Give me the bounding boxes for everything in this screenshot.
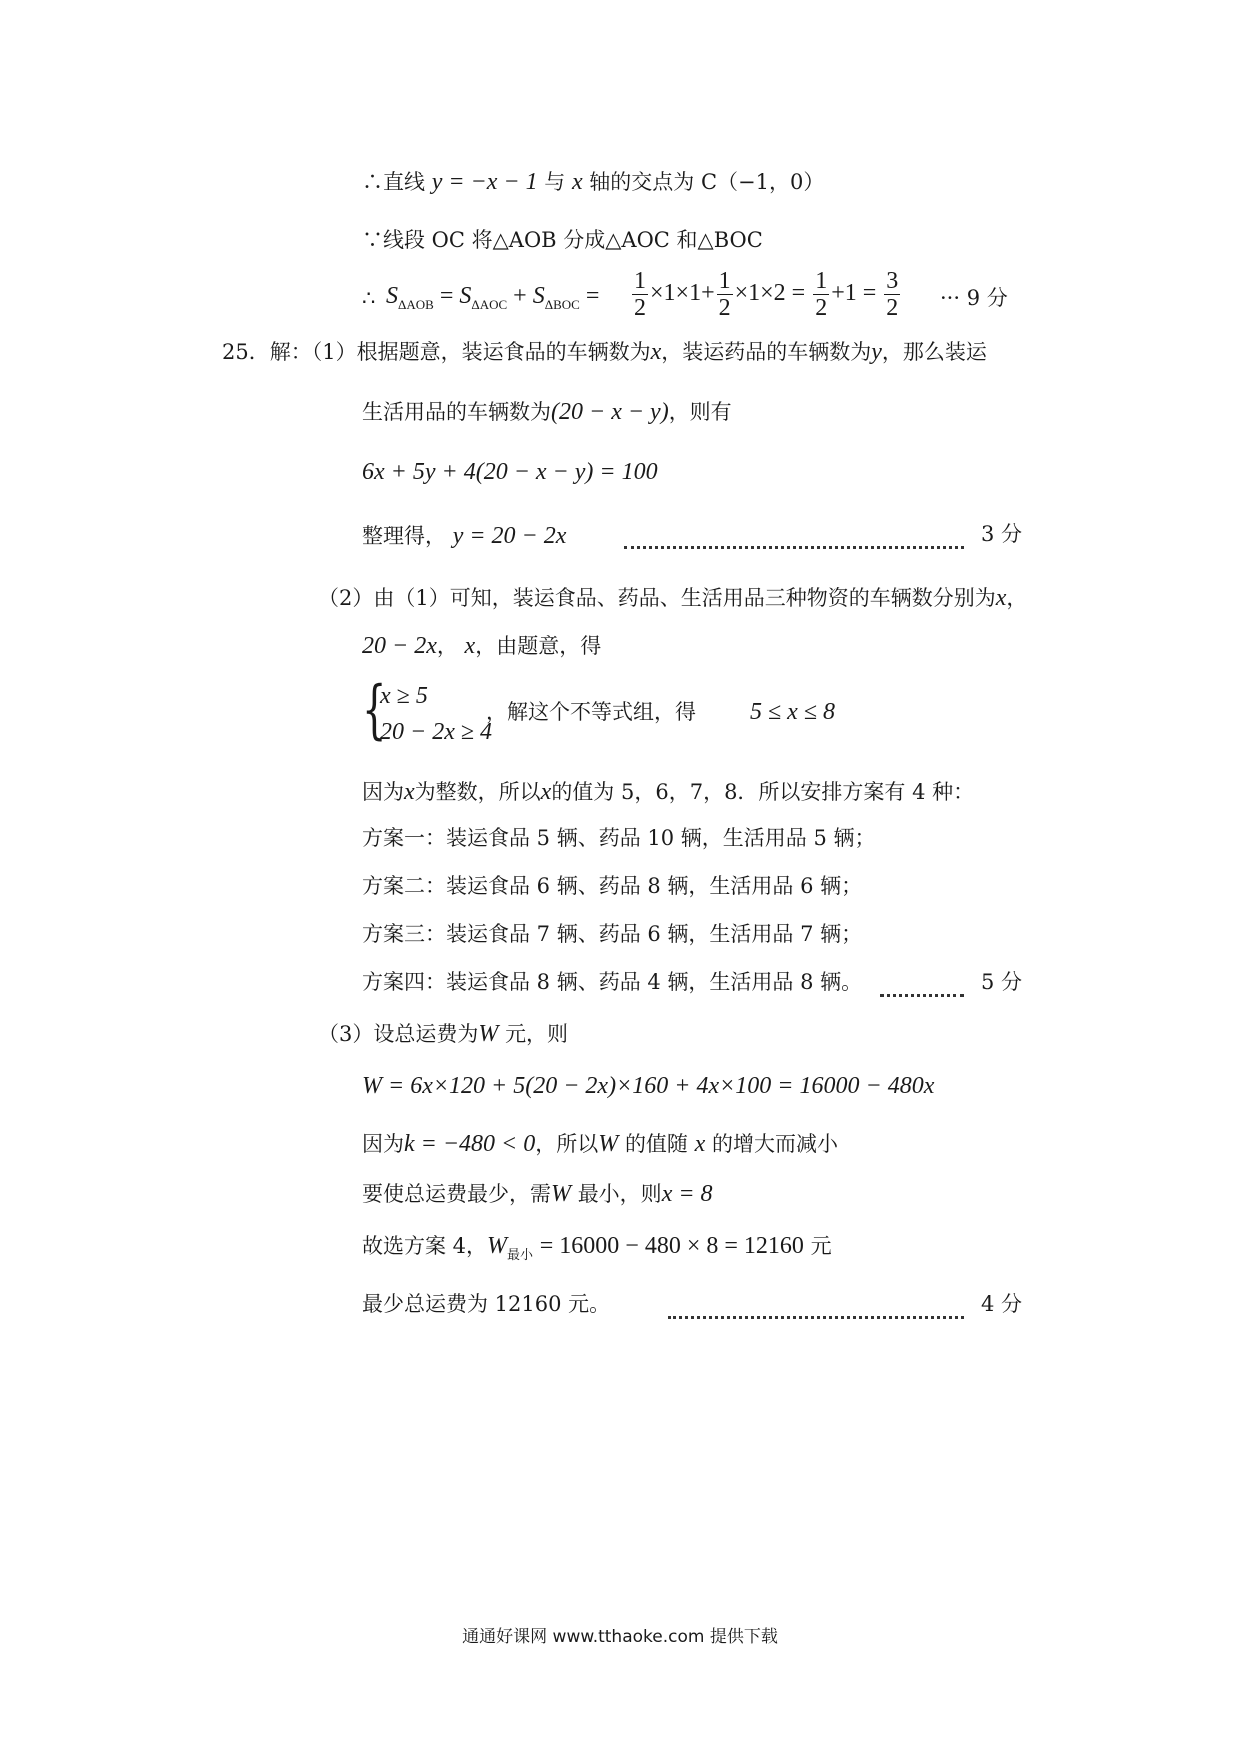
subscript: ΔAOB bbox=[398, 297, 434, 312]
q25-part3-minimum bbox=[362, 1180, 713, 1209]
score: 3 分 bbox=[980, 522, 1022, 546]
text: 因为 bbox=[362, 780, 404, 804]
expression: = 16000 − 480 × 8 = 12160 bbox=[539, 1233, 804, 1259]
q25-part3-final bbox=[362, 1292, 1022, 1322]
text: 因为 bbox=[362, 1132, 404, 1156]
solution: 5 ≤ x ≤ 8 bbox=[750, 699, 835, 725]
leader-dots bbox=[624, 522, 964, 549]
text: 整理得， bbox=[362, 524, 446, 548]
variable: x bbox=[694, 1131, 706, 1157]
expression: y = 20 − 2x bbox=[452, 523, 567, 549]
expression: x = 8 bbox=[661, 1181, 713, 1207]
area-symbol: S bbox=[386, 283, 398, 309]
q25-part3-slope bbox=[362, 1130, 838, 1159]
q25-part1-result bbox=[362, 522, 1022, 552]
text: （3）设总运费为 bbox=[318, 1022, 479, 1046]
score: ··· 9 分 bbox=[940, 286, 1008, 310]
text: （1）根据题意，装运食品的车辆数为 bbox=[311, 340, 651, 364]
variable: x bbox=[540, 779, 552, 805]
text: ，那么装运 bbox=[881, 340, 987, 364]
prev-line-area: ∴ $S_{\Delta AOB} = S_{\Delta AOC} + S_{\Delta BOC}$ = $\frac{1}{2}$ ×1×1+ $\frac{1}{2}$ ×1×2 = $\frac{1}{2}$ +1 = $\frac{3}{2}$ ··· 9 分 bbox=[362, 268, 1008, 321]
score: 4 分 bbox=[980, 1292, 1022, 1316]
unit: 元 bbox=[810, 1234, 832, 1258]
variable: x bbox=[404, 779, 415, 805]
area-symbol: S bbox=[459, 283, 472, 309]
inequality: 20 − 2x ≥ 4 bbox=[380, 719, 493, 745]
text: ，所以 bbox=[535, 1132, 599, 1156]
text: 轴的交点为 C（−1，0） bbox=[589, 170, 825, 194]
leader-dots bbox=[668, 1292, 964, 1319]
q25-part1-equation: 6x + 5y + 4(20 − x − y) = 100 bbox=[362, 459, 658, 485]
variable: y bbox=[871, 339, 882, 365]
variable: x bbox=[464, 633, 476, 659]
text: 的增大而减小 bbox=[711, 1132, 838, 1156]
text: 生活用品的车辆数为 bbox=[362, 400, 551, 424]
text: ，解这个不等式组，得 bbox=[486, 700, 696, 724]
plan-1: 方案一：装运食品 5 辆、药品 10 辆，生活用品 5 辆； bbox=[362, 826, 876, 850]
q25-part2-line1 bbox=[318, 584, 1027, 613]
text: ，装运药品的车辆数为 bbox=[661, 340, 872, 364]
q25-part2-system bbox=[362, 673, 882, 752]
prev-line-segment bbox=[362, 228, 763, 253]
variable: W bbox=[551, 1181, 571, 1207]
therefore-symbol: ∴ bbox=[362, 286, 376, 310]
plan-3: 方案三：装运食品 7 辆、药品 6 辆，生活用品 7 辆； bbox=[362, 922, 863, 946]
plan-2: 方案二：装运食品 6 辆、药品 8 辆，生活用品 6 辆； bbox=[362, 874, 863, 898]
text: 要使总运费最少，需 bbox=[362, 1182, 551, 1206]
text: （2）由（1）可知，装运食品、药品、生活用品三种物资的车辆数分别为 bbox=[318, 586, 996, 610]
expression: 20 − 2x bbox=[362, 633, 437, 659]
q25-part2-line2 bbox=[362, 632, 601, 661]
area-symbol: S bbox=[532, 283, 545, 309]
subscript: 最小 bbox=[507, 1248, 534, 1263]
text: 的值为 5，6，7，8．所以安排方案有 4 种： bbox=[551, 780, 975, 804]
text: 最少总运费为 12160 元。 bbox=[362, 1292, 611, 1316]
prev-line-intersection bbox=[362, 168, 824, 197]
q25-part3-line1 bbox=[318, 1020, 568, 1049]
text: ，由题意，得 bbox=[475, 634, 602, 658]
inequality: x ≥ 5 bbox=[380, 683, 428, 709]
text: ，则有 bbox=[668, 400, 732, 424]
text: 最小，则 bbox=[577, 1182, 662, 1206]
text: 元，则 bbox=[505, 1022, 569, 1046]
text: ， bbox=[436, 634, 458, 658]
variable: W bbox=[478, 1021, 499, 1047]
variable: W bbox=[487, 1233, 508, 1259]
text: 为整数，所以 bbox=[414, 780, 541, 804]
score: 5 分 bbox=[980, 970, 1022, 994]
text: 与 bbox=[544, 170, 566, 194]
leader-dots bbox=[880, 970, 964, 997]
plan-4: 方案四：装运食品 8 辆、药品 4 辆，生活用品 8 辆。 bbox=[362, 970, 863, 994]
question-number: 25．解： bbox=[222, 340, 312, 364]
q25-part3-choose bbox=[362, 1232, 832, 1264]
q25-part3-equation: W = 6x×120 + 5(20 − 2x)×160 + 4x×100 = 16000 − 480x bbox=[362, 1073, 935, 1099]
expression: (20 − x − y) bbox=[551, 399, 669, 425]
text: ∴直线 bbox=[362, 170, 425, 194]
subscript: ΔAOC bbox=[471, 297, 508, 312]
equation: y = −x − 1 bbox=[431, 169, 538, 195]
brace: { bbox=[362, 673, 387, 747]
variable: x bbox=[571, 169, 583, 195]
text: ∵线段 OC 将△AOB 分成△AOC 和△BOC bbox=[362, 228, 763, 252]
footer-watermark: 通通好课网 www.tthaoke.com 提供下载 bbox=[462, 1627, 778, 1647]
expression: k = −480 < 0 bbox=[404, 1131, 536, 1157]
text: 故选方案 4， bbox=[362, 1234, 488, 1258]
area-computation: $\frac{1}{2}$ ×1×1+ $\frac{1}{2}$ ×1×2 = $\frac{1}{2}$ +1 = $\frac{3}{2}$ bbox=[634, 268, 899, 321]
q25-part1-line1 bbox=[222, 338, 987, 367]
plan-4-row bbox=[362, 970, 1022, 1000]
q25-part2-integer bbox=[362, 778, 974, 807]
q25-part1-line2 bbox=[362, 398, 732, 427]
variable: x bbox=[995, 585, 1007, 611]
text: ， bbox=[1006, 586, 1028, 610]
variable: x bbox=[650, 339, 662, 365]
variable: W bbox=[598, 1131, 619, 1157]
subscript: ΔBOC bbox=[544, 297, 580, 312]
text: 的值随 bbox=[624, 1132, 688, 1156]
